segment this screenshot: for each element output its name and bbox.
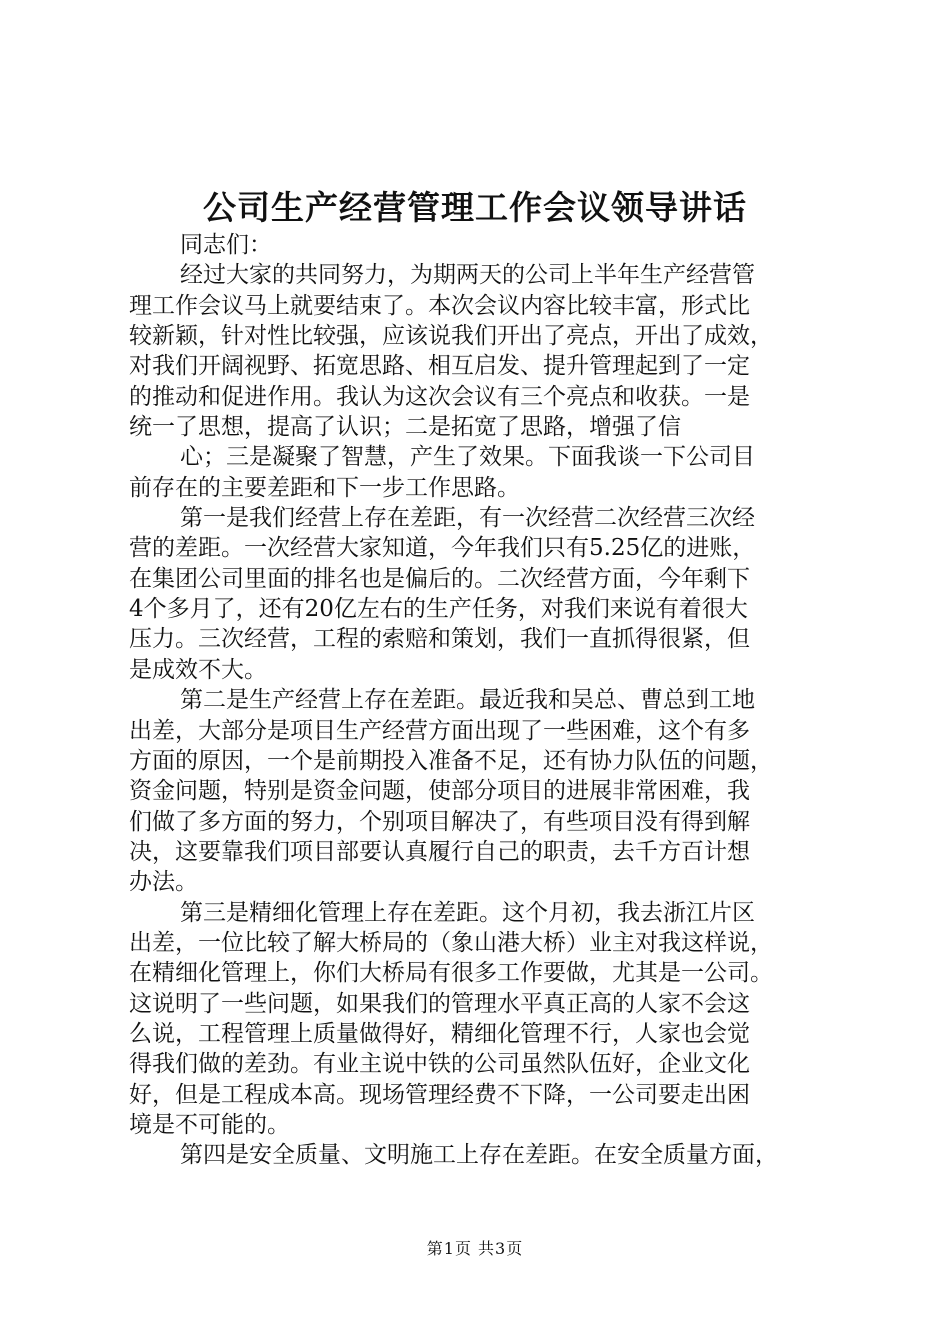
body-line: 在精细化管理上，你们大桥局有很多工作要做，尤其是一公司。 — [129, 960, 773, 987]
body-line: 是成效不大。 — [129, 656, 267, 683]
document-title: 公司生产经营管理工作会议领导讲话 — [203, 188, 747, 227]
body-line: 第二是生产经营上存在差距。最近我和吴总、曹总到工地 — [180, 687, 755, 714]
body-line: 4个多月了，还有20亿左右的生产任务，对我们来说有着很大 — [129, 596, 748, 623]
body-line: 统一了思想，提高了认识；二是拓宽了思路，增强了信 — [129, 414, 681, 441]
body-line: 办法。 — [129, 869, 198, 896]
body-line: 们做了多方面的努力，个别项目解决了，有些项目没有得到解 — [129, 808, 750, 835]
body-line: 营的差距。一次经营大家知道，今年我们只有5.25亿的进账， — [129, 535, 756, 562]
body-line: 心；三是凝聚了智慧，产生了效果。下面我谈一下公司目 — [180, 444, 755, 471]
body-line: 出差，大部分是项目生产经营方面出现了一些困难，这个有多 — [129, 717, 750, 744]
body-line: 同志们： — [180, 232, 272, 258]
body-line: 较新颖，针对性比较强，应该说我们开出了亮点，开出了成效， — [129, 323, 773, 350]
page-footer: 第1页 共3页 — [426, 1239, 524, 1258]
body-line: 在集团公司里面的排名也是偏后的。二次经营方面，今年剩下 — [129, 565, 750, 592]
body-line: 方面的原因，一个是前期投入准备不足，还有协力队伍的问题， — [129, 747, 773, 774]
document-body — [129, 230, 829, 1171]
body-line: 决，这要靠我们项目部要认真履行自己的职责，去千方百计想 — [129, 838, 750, 865]
body-line: 的推动和促进作用。我认为这次会议有三个亮点和收获。一是 — [129, 383, 750, 410]
body-line: 第三是精细化管理上存在差距。这个月初，我去浙江片区 — [180, 899, 755, 926]
body-line: 经过大家的共同努力，为期两天的公司上半年生产经营管 — [180, 262, 755, 289]
body-line: 理工作会议马上就要结束了。本次会议内容比较丰富，形式比 — [129, 292, 750, 319]
body-line: 第一是我们经营上存在差距，有一次经营二次经营三次经 — [180, 505, 755, 532]
body-line: 资金问题，特别是资金问题，使部分项目的进展非常困难，我 — [129, 778, 750, 805]
body-line: 么说，工程管理上质量做得好，精细化管理不行，人家也会觉 — [129, 1020, 750, 1047]
body-line: 这说明了一些问题，如果我们的管理水平真正高的人家不会这 — [129, 990, 750, 1017]
body-line: 压力。三次经营，工程的索赔和策划，我们一直抓得很紧，但 — [129, 626, 750, 653]
body-line: 第四是安全质量、文明施工上存在差距。在安全质量方面， — [180, 1142, 778, 1169]
body-line: 好，但是工程成本高。现场管理经费不下降，一公司要走出困 — [129, 1081, 750, 1108]
body-line: 得我们做的差劲。有业主说中铁的公司虽然队伍好，企业文化 — [129, 1051, 750, 1078]
body-line: 境是不可能的。 — [129, 1111, 290, 1138]
body-line: 前存在的主要差距和下一步工作思路。 — [129, 474, 520, 501]
body-line: 出差，一位比较了解大桥局的（象山港大桥）业主对我这样说， — [129, 929, 773, 956]
body-line: 对我们开阔视野、拓宽思路、相互启发、提升管理起到了一定 — [129, 353, 750, 380]
